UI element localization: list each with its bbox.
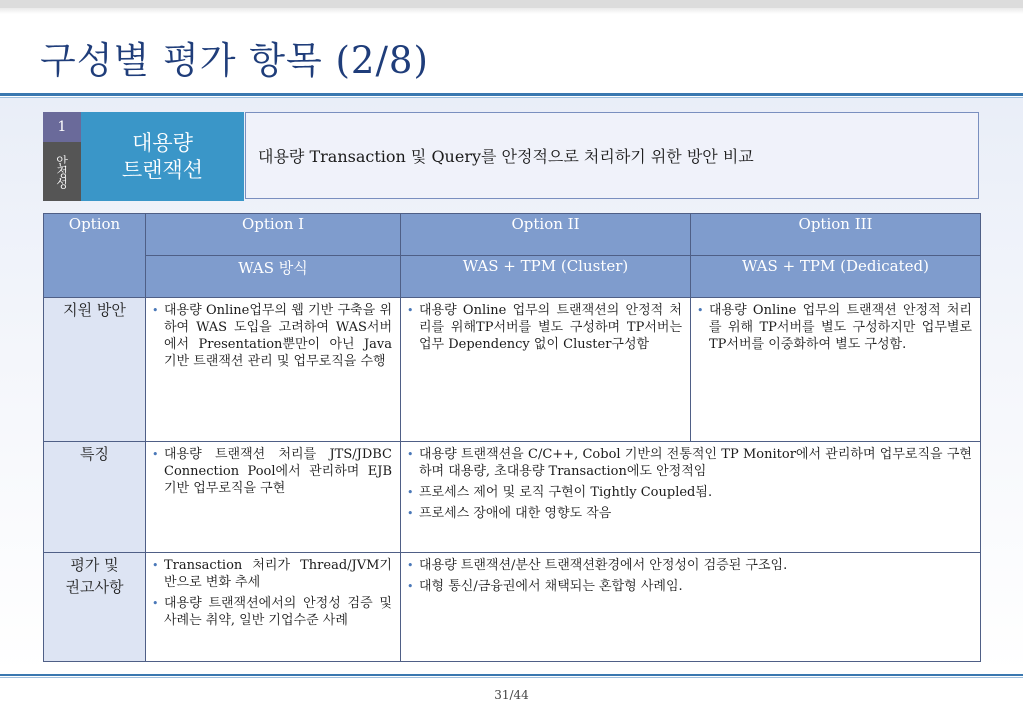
- footer-divider-thin: [0, 677, 1023, 678]
- subject-box: [81, 112, 244, 201]
- row-header-feature: 특징: [44, 442, 146, 553]
- description-text: 대용량 Transaction 및 Query를 안정적으로 처리하기 위한 방안 비교: [258, 147, 754, 166]
- list-item: • 대용량 트랜잭션/분산 트랜잭션환경에서 안정성이 검증된 구조임.: [407, 557, 972, 574]
- title-divider: [0, 93, 1023, 96]
- footer-divider: [0, 674, 1023, 676]
- list-item: • 프로세스 제어 및 로직 구현이 Tightly Coupled됨.: [407, 484, 972, 501]
- page-number: 31/44: [494, 688, 529, 702]
- option-2-header: Option II: [401, 214, 691, 256]
- option-2-subheader: WAS + TPM (Cluster): [401, 256, 691, 298]
- description-box: [245, 112, 979, 199]
- list-item: • 대용량 트랜잭션에서의 안정성 검증 및 사례는 취약, 일반 기업수준 사례: [152, 595, 392, 629]
- support-option-1: [146, 298, 401, 442]
- list-item: • 대용량 Online 업무의 트랜잭션의 안정적 처리를 위해TP서버를 별도 구성하며 TP서버는 업무 Dependency 없이 Cluster구성함: [407, 302, 682, 353]
- feature-option-1: [146, 442, 401, 553]
- support-option-3: [691, 298, 981, 442]
- list-item: • 프로세스 장애에 대한 영향도 작음: [407, 505, 972, 522]
- list-item: • Transaction 처리가 Thread/JVM기반으로 변화 추세: [152, 557, 392, 591]
- option-3-subheader: WAS + TPM (Dedicated): [691, 256, 981, 298]
- list-item: • 대용량 Online 업무의 트랜잭션 안정적 처리를 위해 TP서버를 별도 구성하지만 업무별로 TP서버를 이중화하여 별도 구성함.: [697, 302, 972, 353]
- evaluation-option-1: [146, 553, 401, 662]
- top-bar-fade: [0, 8, 1023, 14]
- item-number: 1: [43, 112, 81, 142]
- option-1-subheader: WAS 방식: [146, 256, 401, 298]
- top-bar: [0, 0, 1023, 8]
- list-item: • 대형 통신/금융권에서 채택되는 혼합형 사례임.: [407, 578, 972, 595]
- row-header-support: 지원 방안: [44, 298, 146, 442]
- subject-label: 대용량 트랜잭션: [121, 130, 204, 182]
- corner-header: Option: [44, 214, 146, 298]
- support-option-2: [401, 298, 691, 442]
- row-header-evaluation: 평가 및 권고사항: [44, 553, 146, 662]
- list-item: • 대용량 트랜잭션 처리를 JTS/JDBC Connection Pool에서 관리하며 EJB 기반 업무로직을 구현: [152, 446, 392, 497]
- slide-title: 구성별 평가 항목 (2/8): [40, 39, 429, 82]
- category-label: 안정성: [43, 142, 81, 201]
- option-3-header: Option III: [691, 214, 981, 256]
- list-item: • 대용량 트랜잭션을 C/C++, Cobol 기반의 전통적인 TP Monitor에서 관리하며 업무로직을 구현하며 대용량, 초대용량 Transaction에도 안정적임: [407, 446, 972, 480]
- feature-option-2-3: [401, 442, 981, 553]
- option-1-header: Option I: [146, 214, 401, 256]
- evaluation-option-2-3: [401, 553, 981, 662]
- comparison-table: [43, 213, 981, 662]
- list-item: • 대용량 Online업무의 웹 기반 구축을 위하여 WAS 도입을 고려하여 WAS서버에서 Presentation뿐만이 아닌 Java 기반 트랜잭션 관리 및 업무로직을 수행: [152, 302, 392, 370]
